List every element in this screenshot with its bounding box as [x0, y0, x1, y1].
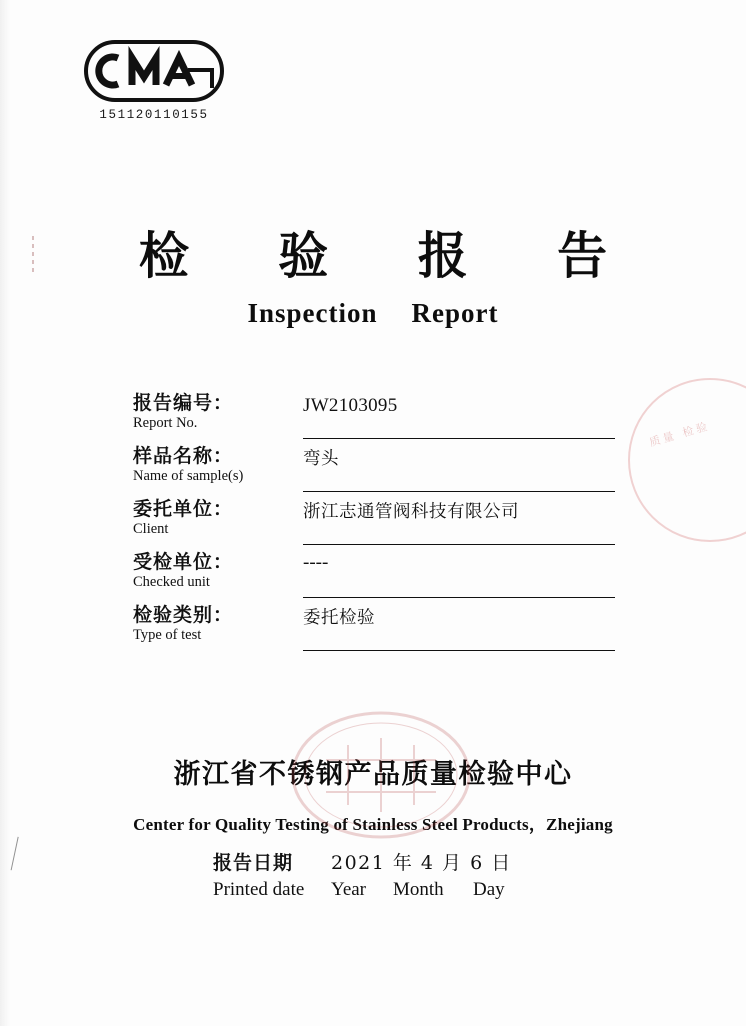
field-label-en: Type of test [133, 627, 202, 643]
field-value-sample-name: 弯头 [303, 449, 339, 469]
printed-date-chinese-line [213, 848, 543, 875]
field-label-en: Report No. [133, 415, 198, 431]
field-label-en: Checked unit [133, 574, 210, 590]
field-row-type-of-test [133, 604, 615, 657]
unit-year-label: Year [331, 879, 367, 900]
field-value-checked-unit: ---- [303, 552, 329, 573]
printed-date-english-line [213, 879, 543, 901]
field-label-report-no [133, 392, 293, 432]
organization-name-english: Center for Quality Testing of Stainless Steel Products，Zhejiang [133, 815, 613, 834]
field-label-cn: 受检单位： [133, 551, 234, 573]
page-title-english [0, 298, 746, 329]
field-value-underline-type-of-test [303, 604, 615, 651]
report-fields [133, 392, 615, 657]
seal-stamp-right-text: 质量 检验 [647, 419, 712, 450]
page-title-chinese: 检 验 报 告 [138, 226, 644, 285]
page-artifact-pen-mark [11, 837, 33, 873]
field-label-sample-name [133, 445, 293, 485]
field-row-report-no [133, 392, 615, 445]
field-value-report-no: JW2103095 [303, 395, 398, 416]
field-label-cn: 委托单位： [133, 498, 234, 520]
field-label-cn: 样品名称： [133, 445, 234, 467]
unit-day-label: Day [473, 879, 505, 900]
field-row-sample-name [133, 445, 615, 498]
field-value-underline-sample-name [303, 445, 615, 492]
field-label-cn: 检验类别： [133, 604, 234, 626]
printed-date-label-cn: 报告日期 [213, 852, 294, 874]
unit-month-label: Month [393, 879, 444, 900]
field-label-en: Name of sample(s) [133, 468, 244, 484]
field-value-type-of-test: 委托检验 [303, 608, 375, 628]
title-english-word-1: Inspection [247, 298, 378, 328]
field-value-client: 浙江志通管阀科技有限公司 [303, 502, 519, 522]
page-edge-shading [0, 0, 10, 1026]
field-label-en: Client [133, 521, 169, 537]
field-label-checked-unit [133, 551, 293, 591]
seal-stamp-right-partial [628, 378, 746, 542]
organization-name-chinese: 浙江省不锈钢产品质量检验中心 [173, 759, 573, 790]
field-value-underline-checked-unit [303, 551, 615, 598]
printed-date-value-cn: 2021 年 4 月 6 日 [331, 852, 512, 874]
field-label-cn: 报告编号： [133, 392, 234, 414]
field-label-client [133, 498, 293, 538]
cma-certificate-number: 151120110155 [99, 108, 209, 122]
cma-icon [84, 40, 224, 102]
field-row-checked-unit [133, 551, 615, 604]
cma-logo-block [84, 40, 230, 122]
field-row-client [133, 498, 615, 551]
field-value-underline-client [303, 498, 615, 545]
title-english-word-2: Report [411, 298, 499, 328]
field-label-type-of-test [133, 604, 293, 644]
field-value-underline-report-no [303, 392, 615, 439]
printed-date-units-en [331, 879, 513, 901]
printed-date-block [213, 848, 543, 901]
printed-date-label-en: Printed date [213, 879, 305, 900]
